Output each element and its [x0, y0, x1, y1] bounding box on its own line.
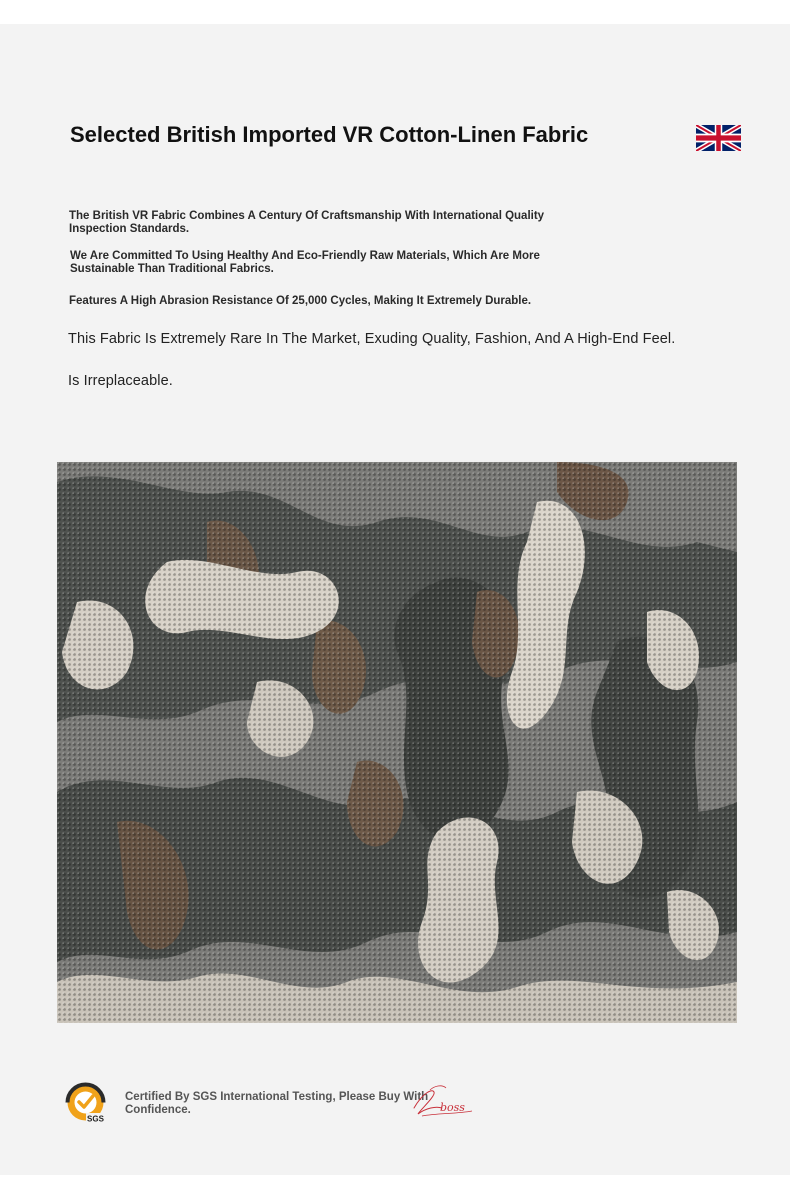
sgs-seal-icon: [64, 1081, 107, 1124]
certification-text: Certified By SGS International Testing, Please Buy With Confidence.: [125, 1091, 429, 1116]
fabric-texture-image: [57, 462, 737, 1023]
paragraph-craftsmanship: The British VR Fabric Combines A Century Of Craftsmanship With International Quality Inspection Standards.: [69, 210, 545, 235]
sgs-seal-label: SGS: [87, 1114, 104, 1124]
paragraph-abrasion: Features A High Abrasion Resistance Of 25,000 Cycles, Making It Extremely Durable.: [69, 295, 532, 307]
uk-flag-icon: [696, 125, 741, 151]
paragraph-materials: We Are Committed To Using Healthy And Eco-Friendly Raw Materials, Which Are More Sustainable Than Traditional Fabrics.: [70, 250, 540, 275]
page-title: Selected British Imported VR Cotton-Linen Fabric: [70, 122, 589, 147]
highlight-irreplaceable: Is Irreplaceable.: [68, 373, 173, 389]
highlight-rarity: This Fabric Is Extremely Rare In The Market, Exuding Quality, Fashion, And A High-End Feel.: [68, 331, 676, 347]
signature-text: boss: [440, 1101, 465, 1114]
handwritten-signature-icon: [412, 1084, 476, 1120]
